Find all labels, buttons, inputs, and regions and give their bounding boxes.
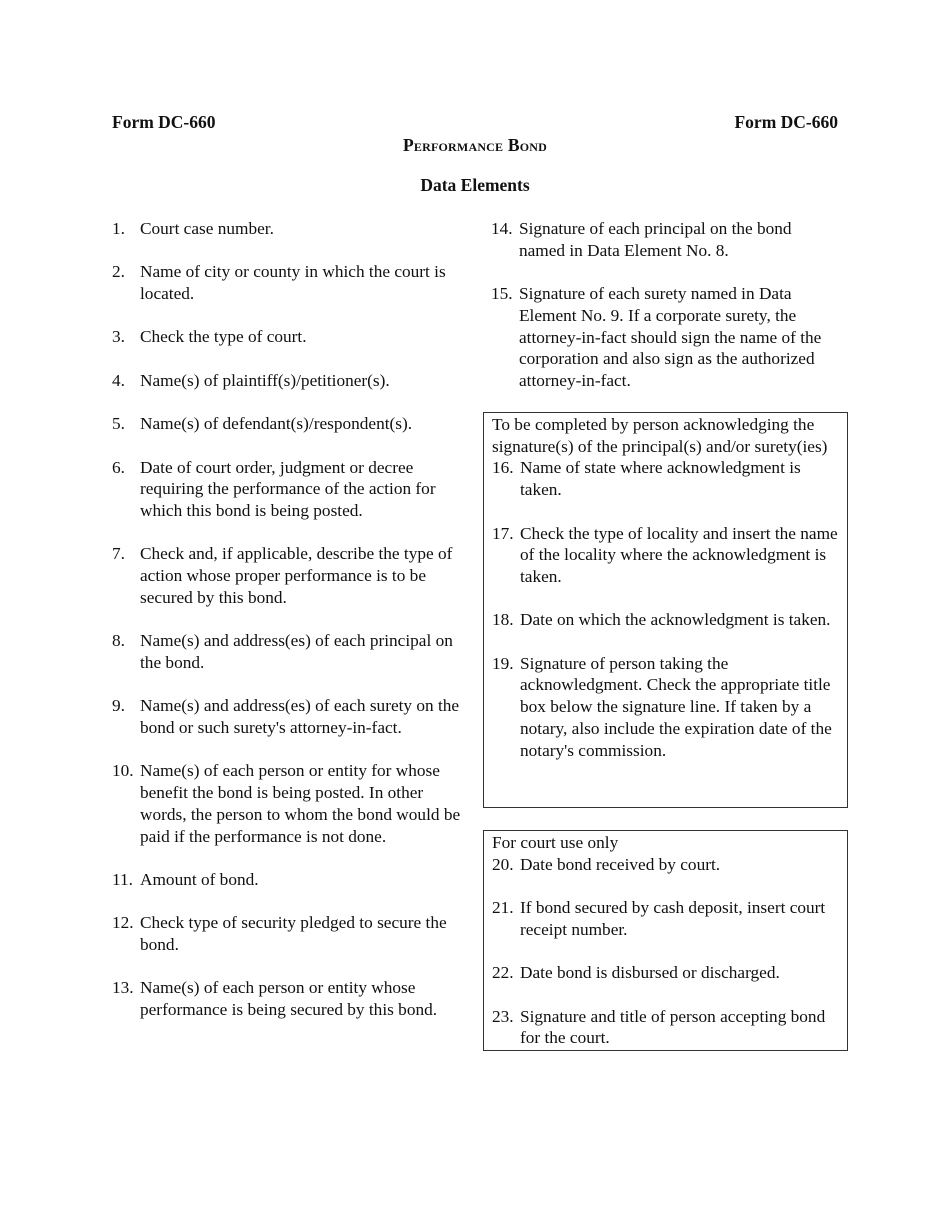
data-element-21: [492, 897, 839, 940]
item-number: 15.: [491, 284, 513, 304]
form-number-right: Form DC-660: [734, 112, 838, 132]
item-text: Date bond is disbursed or discharged.: [520, 963, 780, 983]
item-text: Name(s) of each person or entity whose performance is being secured by this bond.: [140, 978, 438, 1020]
item-number: 21.: [492, 898, 514, 918]
data-element-18: [492, 609, 839, 631]
form-number-left: Form DC-660: [112, 112, 216, 132]
data-element-6: [112, 457, 464, 522]
item-text: Name(s) of each person or entity for whose benefit the bond is being posted. In other words, the person to whom the bond would be paid if the performance is not done.: [140, 761, 461, 846]
data-element-12: [112, 912, 464, 955]
item-number: 3.: [112, 327, 125, 347]
item-number: 1.: [112, 219, 125, 238]
item-text: If bond secured by cash deposit, insert court receipt number.: [520, 898, 826, 939]
item-text: Signature and title of person accepting bond for the court.: [520, 1006, 826, 1048]
item-number: 10.: [112, 761, 134, 781]
acknowledgment-box: [483, 412, 848, 808]
item-number: 11.: [112, 869, 133, 889]
data-element-20: [492, 854, 839, 876]
item-text: Name of state where acknowledgment is taken.: [520, 458, 801, 500]
item-text: Date bond received by court.: [520, 854, 721, 874]
item-text: Amount of bond.: [140, 869, 259, 889]
item-number: 8.: [112, 631, 125, 651]
data-element-4: [112, 370, 464, 392]
item-number: 7.: [112, 544, 125, 564]
item-text: Court case number.: [140, 219, 274, 238]
data-element-9: [112, 695, 464, 738]
data-element-8: [112, 630, 464, 673]
data-element-2: [112, 261, 464, 304]
item-number: 4.: [112, 370, 125, 390]
acknowledgment-box-header: To be completed by person acknowledging the signature(s) of the principal(s) and/or surety(ies): [492, 415, 828, 456]
data-elements-left-column: [112, 218, 464, 1043]
data-element-13: [112, 977, 464, 1020]
data-element-11: [112, 869, 464, 891]
item-number: 14.: [491, 219, 513, 238]
item-number: 19.: [492, 653, 514, 673]
section-heading: Data Elements: [420, 175, 530, 195]
item-number: 20.: [492, 854, 514, 874]
item-text: Check and, if applicable, describe the type of action whose proper performance is to be secured by this bond.: [140, 544, 453, 607]
item-text: Name(s) and address(es) of each surety on the bond or such surety's attorney-in-fact.: [140, 696, 460, 738]
item-text: Check the type of court.: [140, 327, 307, 347]
data-element-5: [112, 413, 464, 435]
item-number: 5.: [112, 414, 125, 434]
item-number: 22.: [492, 963, 514, 983]
item-text: Check the type of locality and insert the name of the locality where the acknowledgment is taken.: [520, 523, 838, 586]
data-element-19: [492, 653, 839, 762]
item-number: 9.: [112, 696, 125, 716]
item-text: Name(s) of defendant(s)/respondent(s).: [140, 414, 413, 434]
item-text: Check type of security pledged to secure the bond.: [140, 913, 447, 955]
item-number: 23.: [492, 1006, 514, 1026]
item-text: Name(s) and address(es) of each principal on the bond.: [140, 631, 453, 672]
item-number: 12.: [112, 913, 134, 933]
item-text: Name(s) of plaintiff(s)/petitioner(s).: [140, 370, 390, 390]
document-title: Performance Bond: [403, 135, 547, 155]
item-number: 2.: [112, 262, 125, 282]
data-element-1: [112, 218, 464, 240]
item-text: Date on which the acknowledgment is taken.: [520, 610, 831, 630]
item-number: 17.: [492, 523, 514, 543]
data-element-7: [112, 543, 464, 608]
item-text: Date of court order, judgment or decree requiring the performance of the action for which this bond is being posted.: [140, 457, 436, 521]
data-element-3: [112, 326, 464, 348]
item-text: Signature of each principal on the bond named in Data Element No. 8.: [519, 219, 792, 260]
item-number: 18.: [492, 610, 514, 630]
item-number: 16.: [492, 458, 514, 478]
data-element-10: [112, 760, 464, 847]
item-number: 13.: [112, 978, 134, 998]
data-element-15: [491, 283, 841, 392]
court-use-box-header: For court use only: [492, 833, 619, 852]
data-element-17: [492, 523, 839, 588]
item-number: 6.: [112, 457, 125, 477]
data-element-23: [492, 1006, 839, 1049]
item-text: Name of city or county in which the court is located.: [140, 262, 446, 304]
data-element-16: [492, 457, 839, 500]
data-elements-right-column: [491, 218, 841, 413]
item-text: Signature of person taking the acknowledgment. Check the appropriate title box below the signature line. If taken by a notary, also include the expiration date of the notary's commission.: [520, 653, 832, 760]
item-text: Signature of each surety named in Data Element No. 9. If a corporate surety, the attorney-in-fact should sign the name of the corporation and also sign as the authorized attorney-in-fact.: [519, 284, 822, 390]
data-element-22: [492, 962, 839, 984]
data-element-14: [491, 218, 841, 261]
court-use-box: [483, 830, 848, 1051]
